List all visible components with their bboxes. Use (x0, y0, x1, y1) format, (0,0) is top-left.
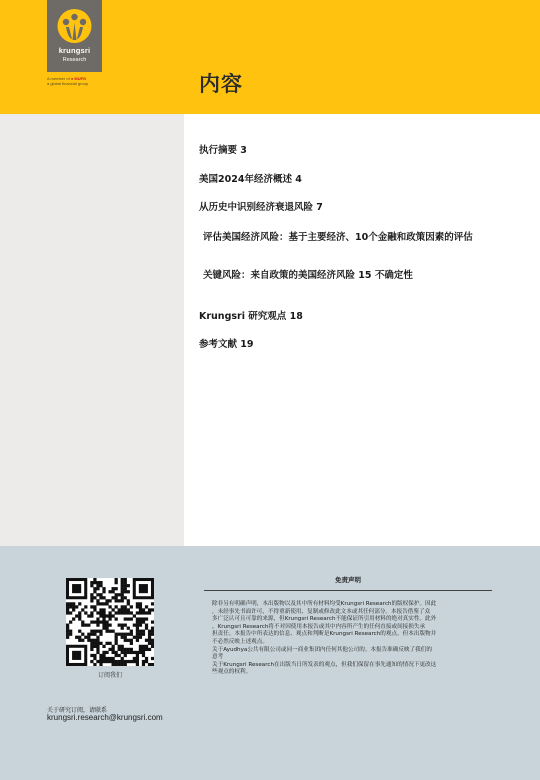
member-prefix: A member of (47, 76, 70, 81)
left-panel (0, 114, 184, 546)
qr-code-icon[interactable] (66, 578, 154, 666)
toc-item-executive-summary[interactable]: 执行摘要 3 (199, 145, 247, 156)
disclaimer-body (212, 601, 490, 677)
toc-item-krungsri-view[interactable]: Krungsri 研究观点 18 (199, 311, 303, 322)
toc-item-risk-assessment[interactable]: 评估美国经济风险：基于主要经济、10个金融和政策因素的评估 (203, 232, 473, 243)
member-suffix: a global financial group (47, 81, 89, 86)
disclaimer-line: 关于Krungsri Research在出版当日所发表的观点，但我们保留在事先通知的情况下更改这 (212, 661, 437, 668)
page-title: 内容 (199, 72, 243, 96)
qr-code-graphic (66, 578, 154, 666)
toc-item-references[interactable]: 参考文献 19 (199, 339, 254, 350)
contact-email-link[interactable]: krungsri.research@krungsri.com (47, 713, 163, 722)
toc-item-policy-risk[interactable]: 关键风险：来自政策的美国经济风险 15 不确定性 (203, 270, 413, 281)
krungsri-emblem-icon (57, 8, 92, 44)
disclaimer-line: 意考 (212, 654, 224, 661)
disclaimer-divider (204, 590, 492, 591)
contact-label: 关于研究订阅，请联系 (47, 707, 108, 714)
disclaimer-line: 关于Ayudhya公共有限公司或同一商业集团内任何其他公司的。本报告准确反映了我们的 (212, 646, 432, 653)
disclaimer-line: 不必然反映上述观点。 (212, 638, 268, 645)
krungsri-logo (47, 0, 102, 72)
brand-sub: Research (62, 57, 87, 63)
disclaimer-line: 多广泛认可且可靠的来源，但Krungsri Research不能保证所引用材料的绝对真实性。此外 (212, 616, 437, 623)
toc-item-us-2024-overview[interactable]: 美国2024年经济概述 4 (199, 174, 302, 185)
mufg-icon: ● (70, 76, 74, 81)
disclaimer-line: 除非另有明确声明，本出版物以及其中所有材料均受Krungsri Research的版权保护。因此 (212, 601, 437, 607)
disclaimer-line: 些观点的权利。 (212, 669, 252, 676)
disclaimer-line: 担责任。本报告中所表达的信息、观点和判断是Krungsri Research的观点，但本出版物并 (212, 631, 437, 638)
disclaimer-title: 免责声明 (335, 576, 361, 584)
toc-item-recession-risk-history[interactable]: 从历史中识别经济衰退风险 7 (199, 202, 323, 213)
mufg-label: MUFG (74, 76, 87, 81)
disclaimer-line: ，未经事先书面许可，不得重新使用、复制或修改此文本或其任何部分。本报告借鉴了众 (212, 608, 431, 615)
member-line (47, 76, 88, 86)
qr-caption: 订阅我们 (97, 672, 122, 679)
disclaimer-line: ，Krungsri Research将不对因使用本报告或其中内容所产生的任何直接或间接损失承 (212, 623, 426, 630)
brand-name: krungsri (58, 46, 91, 55)
